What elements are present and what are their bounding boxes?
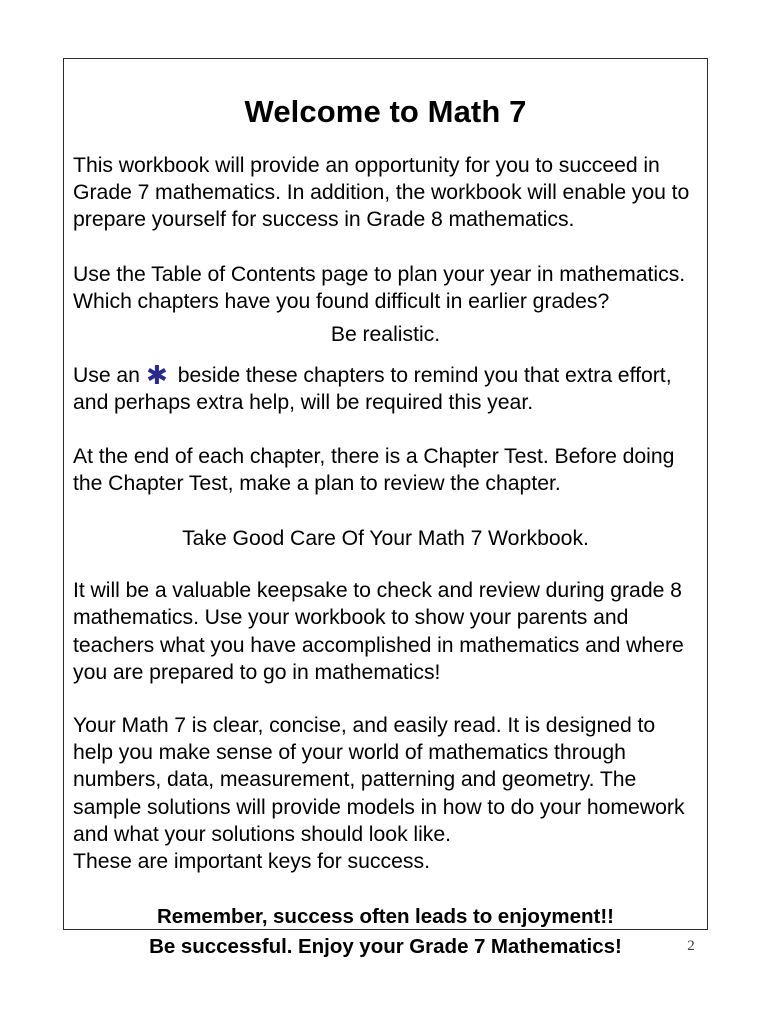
page-title: Welcome to Math 7 [244,94,527,129]
spacer [73,875,698,902]
asterisk-line-prefix: Use an [73,364,140,388]
spacer [73,497,698,525]
closing-line-remember: Remember, success often leads to enjoyment!! [157,905,614,929]
spacer [73,552,698,577]
spacer [73,417,698,443]
spacer [73,127,698,152]
description-paragraph: Your Math 7 is clear, concise, and easily read. It is designed to help you make sense of your world of mathematics through numbers, data, measurement, patterning and geometry. The sample solutions will provide models in how to do your homework and what your solutions should look like. [73,714,685,846]
be-realistic-callout: Be realistic. [330,323,441,347]
chapter-test-paragraph: At the end of each chapter, there is a Chapter Test. Before doing the Chapter Test, make a plan to review the chapter. [73,444,675,495]
spacer [73,686,698,712]
asterisk-instruction-paragraph: Use an ✱ beside these chapters to remind you that extra effort, and perhaps extra help, will be required this year. [73,361,672,415]
intro-paragraph: This workbook will provide an opportunity for you to succeed in Grade 7 mathematics. In addition, the workbook will enable you to prepare yourself for success in Grade 8 mathematics. [73,154,690,232]
spacer [73,234,698,261]
spacer [73,348,698,362]
asterisk-line-suffix: beside these chapters to remind you that extra effort, and perhaps extra help, will be required this year. [73,364,672,415]
keys-for-success-paragraph: These are important keys for success. [73,850,430,874]
take-good-care-callout: Take Good Care Of Your Math 7 Workbook. [182,527,589,551]
content-body [64,59,707,959]
table-of-contents-paragraph: Use the Table of Contents page to plan your year in mathematics. Which chapters have you found difficult in earlier grades? [73,262,686,313]
content-frame [63,58,708,959]
keepsake-paragraph: It will be a valuable keepsake to check and review during grade 8 mathematics. Use your workbook to show your parents and teachers what you have accomplished in mathematics and where you are prepared to go in mathematics! [73,579,684,684]
page-number: 2 [687,938,695,954]
closing-line-be-successful: Be successful. Enjoy your Grade 7 Mathematics! [149,935,622,959]
